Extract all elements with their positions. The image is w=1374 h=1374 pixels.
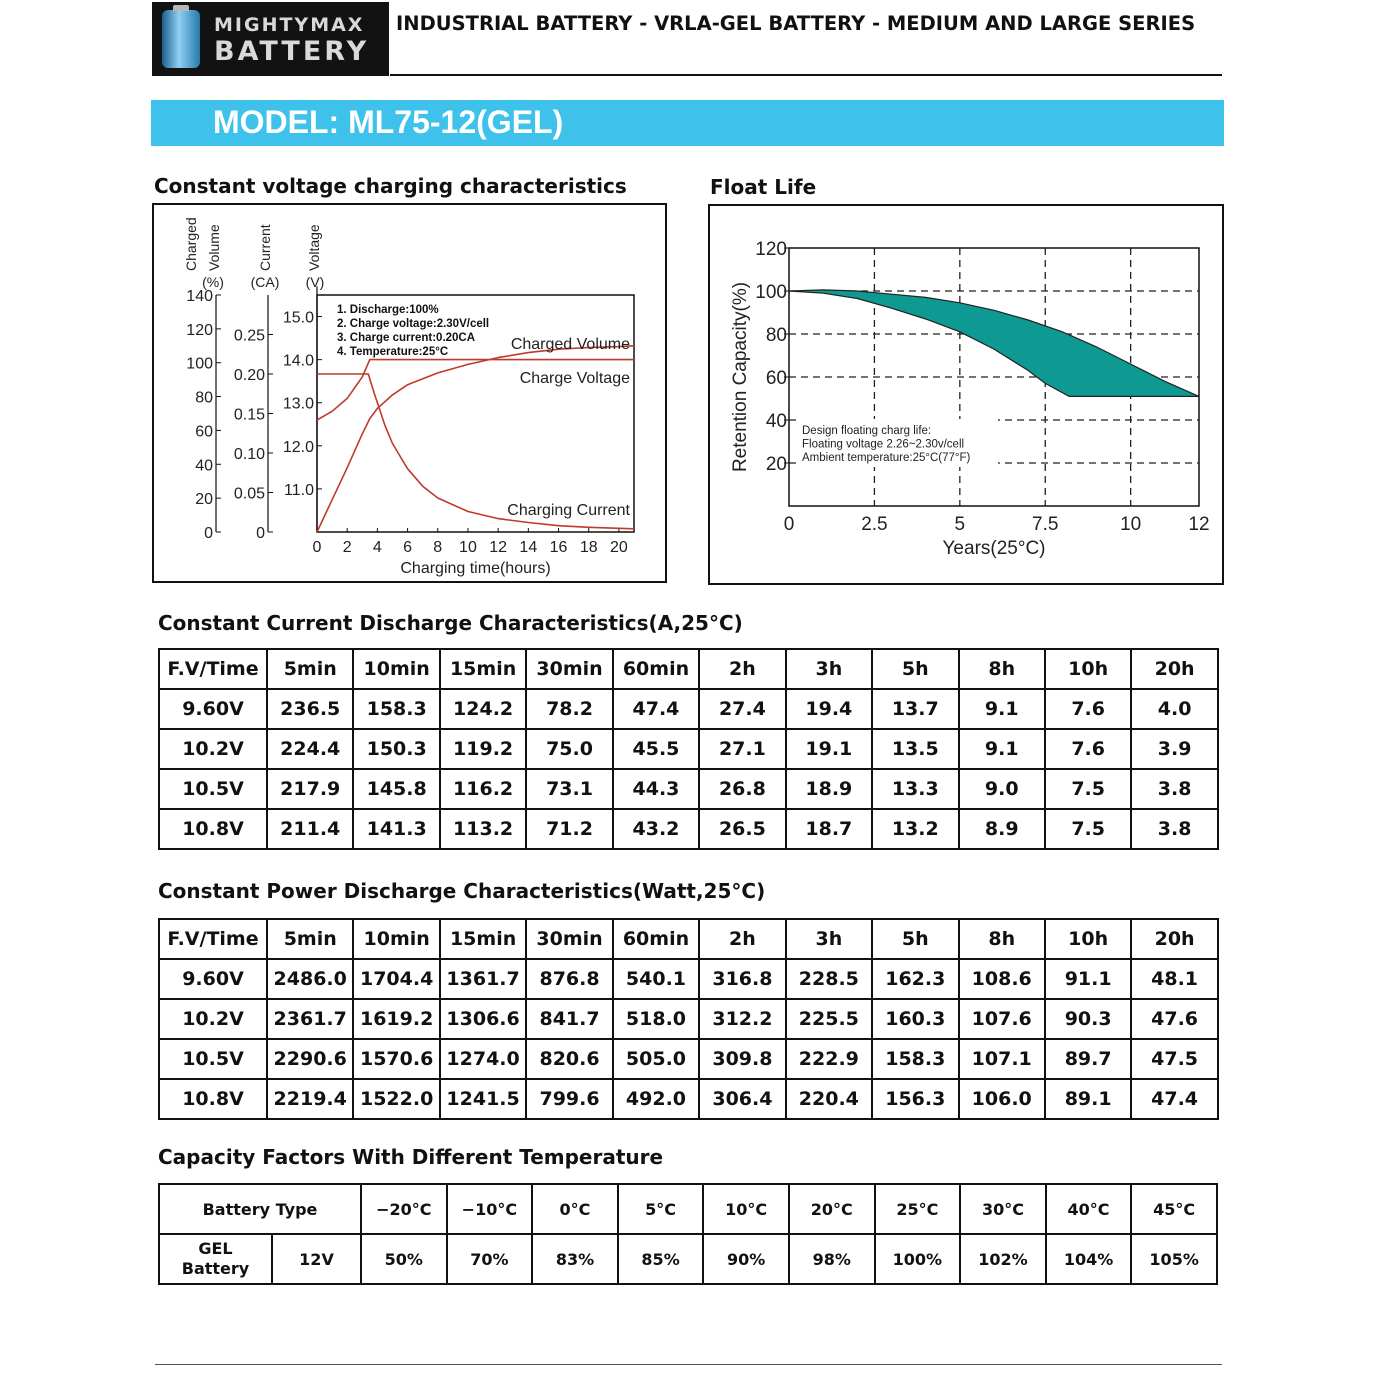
power-table-header-cell: 5min — [267, 919, 353, 959]
plot-frame — [317, 295, 634, 532]
power-table-cell: 10.2V — [159, 999, 267, 1039]
temp-header-cell: −10°C — [447, 1184, 533, 1234]
current-table-cell: 3.8 — [1131, 769, 1217, 809]
current-table-row — [159, 809, 1218, 849]
temperature-table-title: Capacity Factors With Different Temperature — [158, 1145, 664, 1169]
volume-tick-label: 20 — [195, 491, 213, 509]
charging-note: 4. Temperature:25°C — [337, 346, 449, 358]
power-table-cell: 540.1 — [613, 959, 699, 999]
power-table-header-cell: 60min — [613, 919, 699, 959]
current-table-cell: 19.1 — [786, 729, 872, 769]
battery-type-cell — [159, 1234, 272, 1284]
volume-tick-label: 80 — [195, 389, 213, 407]
temp-header-cell: 5°C — [618, 1184, 704, 1234]
y-tick-label: 80 — [765, 325, 787, 346]
power-discharge-table — [158, 918, 1219, 1120]
current-table-cell: 27.4 — [699, 689, 785, 729]
current-table-cell: 10.5V — [159, 769, 267, 809]
capacity-factor-cell: 104% — [1046, 1234, 1132, 1284]
power-table-header-cell: 30min — [526, 919, 612, 959]
current-tick-label: 0.10 — [233, 446, 265, 463]
y-tick-label: 40 — [765, 411, 787, 432]
charge-voltage-curve — [317, 360, 634, 420]
capacity-factor-cell: 100% — [875, 1234, 961, 1284]
power-table-cell: 312.2 — [699, 999, 785, 1039]
current-tick-label: 0.05 — [233, 485, 265, 503]
power-table-cell: 1704.4 — [353, 959, 439, 999]
power-table-cell: 89.7 — [1045, 1039, 1131, 1079]
power-table-title: Constant Power Discharge Characteristics(Watt,25°C) — [158, 879, 766, 903]
y-tick-label: 60 — [765, 368, 787, 389]
charge-voltage-label: Charge Voltage — [519, 370, 630, 387]
charging-chart-title: Constant voltage charging characteristics — [154, 174, 627, 198]
current-table-cell: 9.0 — [959, 769, 1045, 809]
power-table-header-cell: 10min — [353, 919, 439, 959]
x-tick-label: 7.5 — [1032, 514, 1059, 535]
current-table-cell: 78.2 — [526, 689, 612, 729]
float-note: Ambient temperature:25°C(77°F) — [802, 452, 971, 464]
x-tick-label: 0 — [312, 539, 322, 556]
current-discharge-table — [158, 648, 1219, 850]
power-table-cell: 158.3 — [872, 1039, 958, 1079]
power-table-cell: 1361.7 — [440, 959, 526, 999]
power-table-cell: 492.0 — [613, 1079, 699, 1119]
logo-line-1: MIGHTYMAX — [214, 14, 365, 36]
current-table-cell: 71.2 — [526, 809, 612, 849]
current-table-cell: 18.9 — [786, 769, 872, 809]
power-table-cell: 108.6 — [959, 959, 1045, 999]
current-table-cell: 217.9 — [267, 769, 353, 809]
power-table-cell: 89.1 — [1045, 1079, 1131, 1119]
temp-header-cell: 30°C — [960, 1184, 1046, 1234]
x-tick-label: 5 — [954, 514, 966, 535]
capacity-factor-cell: 85% — [618, 1234, 704, 1284]
x-tick-label: 4 — [372, 539, 382, 556]
power-table-cell: 107.1 — [959, 1039, 1045, 1079]
float-note: Floating voltage 2.26~2.30v/cell — [802, 438, 965, 451]
current-table-header-cell: 30min — [526, 649, 612, 689]
current-table-cell: 224.4 — [267, 729, 353, 769]
temp-header-cell: −20°C — [361, 1184, 447, 1234]
current-table-cell: 44.3 — [613, 769, 699, 809]
x-tick-label: 16 — [549, 539, 568, 556]
current-table-cell: 7.5 — [1045, 769, 1131, 809]
current-table-cell: 18.7 — [786, 809, 872, 849]
logo-line-2: BATTERY — [214, 36, 370, 67]
current-table-cell: 3.9 — [1131, 729, 1217, 769]
charging-note: 3. Charge current:0.20CA — [337, 332, 476, 344]
current-table-cell: 26.8 — [699, 769, 785, 809]
x-tick-label: 6 — [403, 539, 413, 556]
current-table-header-cell: 8h — [959, 649, 1045, 689]
power-table-header-cell: 2h — [699, 919, 785, 959]
power-table-cell: 222.9 — [786, 1039, 872, 1079]
capacity-factor-cell: 90% — [703, 1234, 789, 1284]
power-table-row — [159, 999, 1218, 1039]
current-table-row — [159, 729, 1218, 769]
x-tick-label: 10 — [1120, 514, 1142, 535]
charged-volume-label: Charged Volume — [510, 336, 630, 353]
power-table-cell: 90.3 — [1045, 999, 1131, 1039]
power-table-cell: 820.6 — [526, 1039, 612, 1079]
power-table-cell: 156.3 — [872, 1079, 958, 1119]
capacity-factor-cell: 105% — [1131, 1234, 1217, 1284]
float-life-chart — [710, 206, 1222, 583]
volume-tick-label: 60 — [195, 423, 213, 441]
power-table-cell: 505.0 — [613, 1039, 699, 1079]
power-table-header-cell: 5h — [872, 919, 958, 959]
volume-axis-unit: (%) — [202, 274, 224, 290]
charging-note: 2. Charge voltage:2.30V/cell — [337, 318, 490, 330]
voltage-tick-label: 11.0 — [284, 481, 314, 499]
power-table-row — [159, 1039, 1218, 1079]
model-banner — [151, 100, 1224, 146]
temp-header-cell: 10°C — [703, 1184, 789, 1234]
current-table-cell: 7.6 — [1045, 689, 1131, 729]
x-tick-label: 8 — [433, 539, 443, 556]
power-table-cell: 106.0 — [959, 1079, 1045, 1119]
y-tick-label: 20 — [765, 454, 787, 475]
current-table-header-cell: 60min — [613, 649, 699, 689]
power-table-cell: 316.8 — [699, 959, 785, 999]
current-table-cell: 26.5 — [699, 809, 785, 849]
power-table-cell: 107.6 — [959, 999, 1045, 1039]
current-table-cell: 45.5 — [613, 729, 699, 769]
power-table-header-cell: 8h — [959, 919, 1045, 959]
temp-header-cell: 45°C — [1131, 1184, 1217, 1234]
temp-header-cell: 20°C — [789, 1184, 875, 1234]
power-table-cell: 1619.2 — [353, 999, 439, 1039]
current-table-row — [159, 769, 1218, 809]
x-tick-label: 0 — [783, 514, 795, 535]
x-tick-label: 10 — [459, 539, 477, 556]
charging-chart-frame — [152, 203, 667, 583]
power-table-cell: 876.8 — [526, 959, 612, 999]
power-table-header-cell: 3h — [786, 919, 872, 959]
current-table-cell: 10.2V — [159, 729, 267, 769]
power-table-header-cell: 15min — [440, 919, 526, 959]
current-axis-unit: (CA) — [250, 274, 280, 290]
x-tick-label: 12 — [1188, 514, 1210, 535]
volume-tick-label: 120 — [186, 321, 213, 339]
power-table-cell: 2219.4 — [267, 1079, 353, 1119]
power-table-cell: 306.4 — [699, 1079, 785, 1119]
capacity-factor-cell: 70% — [447, 1234, 533, 1284]
current-table-cell: 10.8V — [159, 809, 267, 849]
current-table-cell: 19.4 — [786, 689, 872, 729]
current-table-cell: 124.2 — [440, 689, 526, 729]
power-table-cell: 1274.0 — [440, 1039, 526, 1079]
temp-header-cell: 25°C — [875, 1184, 961, 1234]
power-table-cell: 9.60V — [159, 959, 267, 999]
voltage-tick-label: 15.0 — [282, 309, 314, 327]
power-table-cell: 2361.7 — [267, 999, 353, 1039]
current-table-header-cell: 10h — [1045, 649, 1131, 689]
power-table-cell: 10.5V — [159, 1039, 267, 1079]
power-table-header-cell: 10h — [1045, 919, 1131, 959]
current-table-cell: 27.1 — [699, 729, 785, 769]
volume-tick-label: 40 — [195, 457, 213, 475]
current-tick-label: 0.25 — [233, 327, 265, 345]
x-tick-label: 2 — [342, 539, 352, 556]
power-table-cell: 1306.6 — [440, 999, 526, 1039]
current-table-cell: 158.3 — [353, 689, 439, 729]
float-life-title: Float Life — [710, 175, 817, 199]
power-table-cell: 799.6 — [526, 1079, 612, 1119]
y-tick-label: 100 — [755, 282, 787, 303]
battery-type-header: Battery Type — [159, 1184, 361, 1234]
float-life-band — [789, 290, 1199, 397]
current-table-cell: 47.4 — [613, 689, 699, 729]
current-table-cell: 8.9 — [959, 809, 1045, 849]
x-tick-label: 14 — [519, 539, 538, 556]
power-table-cell: 518.0 — [613, 999, 699, 1039]
voltage-tick-label: 12.0 — [282, 438, 314, 456]
current-table-cell: 236.5 — [267, 689, 353, 729]
temp-header-cell: 40°C — [1046, 1184, 1132, 1234]
power-table-cell: 162.3 — [872, 959, 958, 999]
power-table-cell: 2290.6 — [267, 1039, 353, 1079]
x-tick-label: 20 — [610, 539, 628, 556]
current-table-header-cell: 5h — [872, 649, 958, 689]
current-table-header-cell: 5min — [267, 649, 353, 689]
float-note: Design floating charg life: — [802, 425, 932, 437]
document-title: INDUSTRIAL BATTERY - VRLA-GEL BATTERY - MEDIUM AND LARGE SERIES — [396, 12, 1196, 35]
volume-tick-label: 100 — [186, 355, 213, 373]
current-table-cell: 73.1 — [526, 769, 612, 809]
power-table-cell: 1241.5 — [440, 1079, 526, 1119]
current-tick-label: 0.15 — [233, 406, 265, 424]
current-table-cell: 7.5 — [1045, 809, 1131, 849]
voltage-axis-title: Voltage — [306, 224, 322, 271]
current-table-cell: 43.2 — [613, 809, 699, 849]
power-table-cell: 309.8 — [699, 1039, 785, 1079]
battery-type-line-2: Battery — [181, 1259, 250, 1278]
power-table-cell: 91.1 — [1045, 959, 1131, 999]
current-tick-label: 0 — [256, 525, 265, 542]
power-table-cell: 1522.0 — [353, 1079, 439, 1119]
x-axis-label: Charging time(hours) — [400, 560, 551, 577]
current-table-cell: 116.2 — [440, 769, 526, 809]
model-title: MODEL: ML75-12(GEL) — [213, 104, 564, 140]
current-table-header-cell: 15min — [440, 649, 526, 689]
current-table-cell: 211.4 — [267, 809, 353, 849]
power-table-row — [159, 1079, 1218, 1119]
current-table-header-cell: 2h — [699, 649, 785, 689]
current-table-cell: 13.2 — [872, 809, 958, 849]
current-table-cell: 9.1 — [959, 729, 1045, 769]
current-table-cell: 75.0 — [526, 729, 612, 769]
float-y-axis-label: Retention Capacity(%) — [730, 281, 751, 473]
current-table-cell: 7.6 — [1045, 729, 1131, 769]
volume-axis-title-2: Volume — [206, 224, 222, 271]
power-table-cell: 2486.0 — [267, 959, 353, 999]
current-table-cell: 13.7 — [872, 689, 958, 729]
x-tick-label: 2.5 — [861, 514, 888, 535]
brand-logo — [152, 2, 389, 76]
power-table-cell: 10.8V — [159, 1079, 267, 1119]
battery-voltage-cell: 12V — [272, 1234, 361, 1284]
voltage-axis-unit: (V) — [305, 274, 325, 290]
power-table-cell: 160.3 — [872, 999, 958, 1039]
current-table-cell: 119.2 — [440, 729, 526, 769]
current-table-cell: 145.8 — [353, 769, 439, 809]
charging-current-label: Charging Current — [507, 502, 630, 519]
current-table-cell: 141.3 — [353, 809, 439, 849]
voltage-tick-label: 13.0 — [282, 395, 314, 413]
capacity-factor-cell: 102% — [960, 1234, 1046, 1284]
current-table-cell: 3.8 — [1131, 809, 1217, 849]
capacity-factor-cell: 50% — [361, 1234, 447, 1284]
power-table-header-cell: 20h — [1131, 919, 1217, 959]
current-table-header-cell: 3h — [786, 649, 872, 689]
temperature-factor-table — [158, 1183, 1218, 1285]
power-table-header-row — [159, 919, 1218, 959]
power-table-cell: 225.5 — [786, 999, 872, 1039]
volume-tick-label: 0 — [204, 525, 213, 542]
power-table-cell: 48.1 — [1131, 959, 1217, 999]
current-table-cell: 13.3 — [872, 769, 958, 809]
current-axis-title: Current — [257, 224, 273, 271]
current-tick-label: 0.20 — [233, 367, 265, 384]
header-divider — [390, 74, 1222, 76]
current-table-header-cell: F.V/Time — [159, 649, 267, 689]
current-table-cell: 150.3 — [353, 729, 439, 769]
power-table-cell: 1570.6 — [353, 1039, 439, 1079]
temp-header-cell: 0°C — [532, 1184, 618, 1234]
volume-tick-label: 140 — [186, 288, 213, 305]
power-table-cell: 228.5 — [786, 959, 872, 999]
current-table-header-row — [159, 649, 1218, 689]
current-table-cell: 9.1 — [959, 689, 1045, 729]
capacity-factor-cell: 83% — [532, 1234, 618, 1284]
y-tick-label: 120 — [755, 239, 787, 260]
power-table-cell: 841.7 — [526, 999, 612, 1039]
current-table-header-cell: 10min — [353, 649, 439, 689]
battery-type-line-1: GEL — [198, 1239, 233, 1258]
temperature-header-row — [159, 1184, 1217, 1234]
x-tick-label: 18 — [579, 539, 598, 556]
power-table-row — [159, 959, 1218, 999]
voltage-tick-label: 14.0 — [282, 352, 314, 370]
current-table-row — [159, 689, 1218, 729]
footer-divider — [155, 1364, 1222, 1365]
float-x-axis-label: Years(25°C) — [942, 538, 1046, 559]
x-tick-label: 12 — [489, 539, 508, 556]
current-table-title: Constant Current Discharge Characteristics(A,25°C) — [158, 611, 743, 635]
current-table-header-cell: 20h — [1131, 649, 1217, 689]
power-table-cell: 47.4 — [1131, 1079, 1217, 1119]
current-table-cell: 4.0 — [1131, 689, 1217, 729]
power-table-cell: 47.6 — [1131, 999, 1217, 1039]
current-table-cell: 9.60V — [159, 689, 267, 729]
float-life-frame — [708, 204, 1224, 585]
power-table-header-cell: F.V/Time — [159, 919, 267, 959]
charging-note: 1. Discharge:100% — [337, 304, 439, 316]
current-table-cell: 13.5 — [872, 729, 958, 769]
battery-icon — [162, 10, 200, 68]
current-table-cell: 113.2 — [440, 809, 526, 849]
power-table-cell: 220.4 — [786, 1079, 872, 1119]
temperature-value-row — [159, 1234, 1217, 1284]
power-table-cell: 47.5 — [1131, 1039, 1217, 1079]
charging-chart — [154, 205, 665, 581]
volume-axis-title-1: Charged — [183, 217, 199, 271]
capacity-factor-cell: 98% — [789, 1234, 875, 1284]
